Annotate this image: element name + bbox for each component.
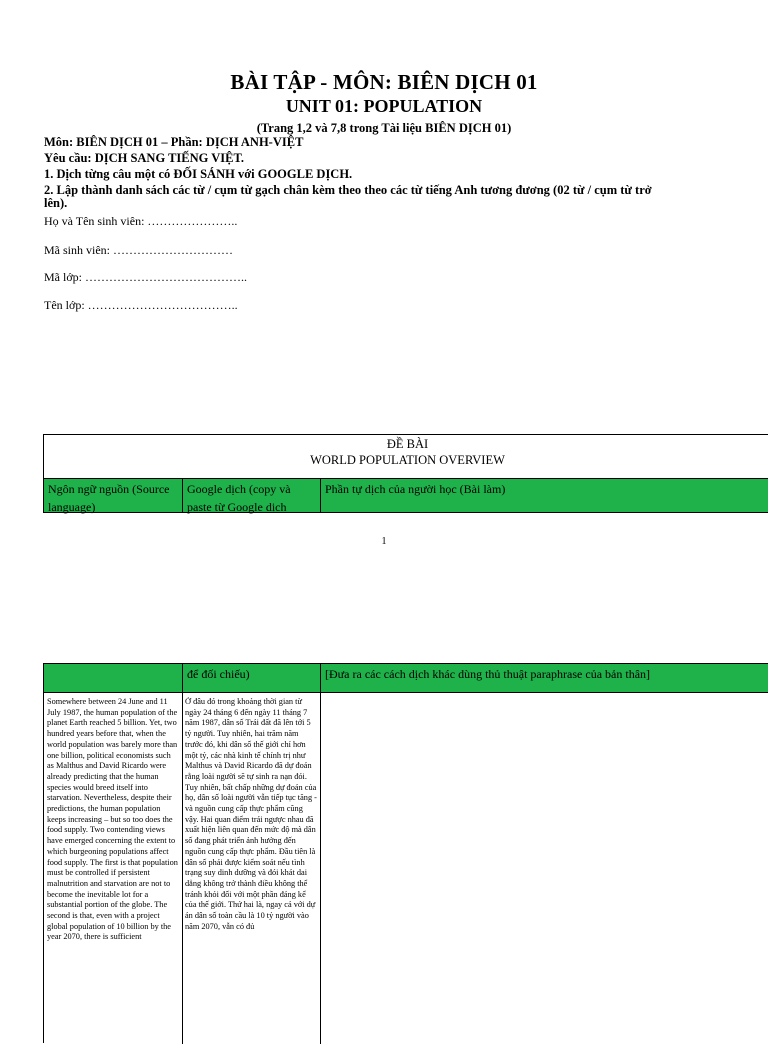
student-id-field: Mã sinh viên: ………………………… [44, 243, 233, 257]
column-header-learner: Phần tự dịch của người học (Bài làm) [325, 482, 506, 496]
column-header-google: Google dịch (copy và paste từ Google dịch [187, 482, 291, 514]
subject-line: Môn: BIÊN DỊCH 01 – Phần: DỊCH ANH-VIỆT [44, 135, 304, 149]
learner-translation-cell[interactable] [323, 697, 767, 1027]
student-name-field: Họ và Tên sinh viên: ………………….. [44, 214, 238, 228]
document-title: BÀI TẬP - MÔN: BIÊN DỊCH 01 [230, 70, 538, 94]
column-header-learner-cont: [Đưa ra các cách dịch khác dùng thủ thuật paraphrase của bản thân] [325, 667, 651, 681]
requirement-line: Yêu cầu: DỊCH SANG TIẾNG VIỆT. [44, 151, 245, 165]
pages-note: (Trang 1,2 và 7,8 trong Tài liệu BIÊN DỊCH 01) [256, 121, 512, 135]
instruction-2: 2. Lập thành danh sách các từ / cụm từ gạch chân kèm theo theo các từ tiếng Anh tương đương (02 từ / cụm từ trở lên). [44, 183, 652, 210]
class-name-field: Tên lớp: ……………………………….. [44, 298, 238, 312]
column-header-source: Ngôn ngữ nguồn (Source language) [48, 482, 170, 514]
column-header-google-cont: để đối chiếu) [187, 667, 250, 681]
unit-title: UNIT 01: POPULATION [285, 96, 483, 116]
assignment-table [43, 434, 768, 513]
source-text-cell: Somewhere between 24 June and 11 July 1987, the human population of the planet Earth reached 5 billion. Yet, two hundred years before that, when the world population was barely more than one billion, political economists such as Malthus and David Ricardo were already predicting that the human species would breed itself into starvation. Nevertheless, despite their predictions, the human population keeps increasing – but so too does the food supply. Two contending views have emerged concerning the extent to which burgeoning populations affect food supply. The first is that population must be controlled if persistent malnutrition and starvation are not to become the inevitable lot for a substantial portion of the globe. The second is that, even with a project global population of 10 billion by the year 2070, there is sufficient [47, 697, 178, 942]
table-heading: ĐỀ BÀI [386, 437, 429, 451]
page-number: 1 [381, 536, 387, 547]
class-code-field: Mã lớp: ………………………………….. [44, 270, 248, 284]
google-translation-cell: Ở đâu đó trong khoảng thời gian từ ngày 24 tháng 6 đến ngày 11 tháng 7 năm 1987, dân số Trái đất đã lên tới 5 tỷ người. Tuy nhiên, hai trăm năm trước đó, khi dân số thế giới chỉ hơn một tỷ, các nhà kinh tế chính trị như Malthus và David Ricardo đã dự đoán rằng loài người sẽ tự sinh ra nạn đói. Tuy nhiên, bất chấp những dự đoán của họ, dân số loài người vẫn tiếp tục tăng - và nguồn cung cấp thực phẩm cũng vậy. Hai quan điểm trái ngược nhau đã xuất hiện liên quan đến mức độ mà dân số đang phát triển ảnh hưởng đến nguồn cung cấp thực phẩm. Đầu tiên là dân số phải được kiểm soát nếu tình trạng suy dinh dưỡng và đói khát dai dẳng không trở thành điều không thể tránh khỏi đối với một phần đáng kể của thế giới. Thứ hai là, ngay cả với dự án dân số toàn cầu là 10 tỷ người vào năm 2070, vẫn có đủ [185, 697, 317, 931]
translation-table [43, 663, 768, 1043]
instruction-1: 1. Dịch từng câu một có ĐỐI SÁNH với GOOGLE DỊCH. [44, 167, 353, 181]
table-title: WORLD POPULATION OVERVIEW [310, 453, 505, 467]
